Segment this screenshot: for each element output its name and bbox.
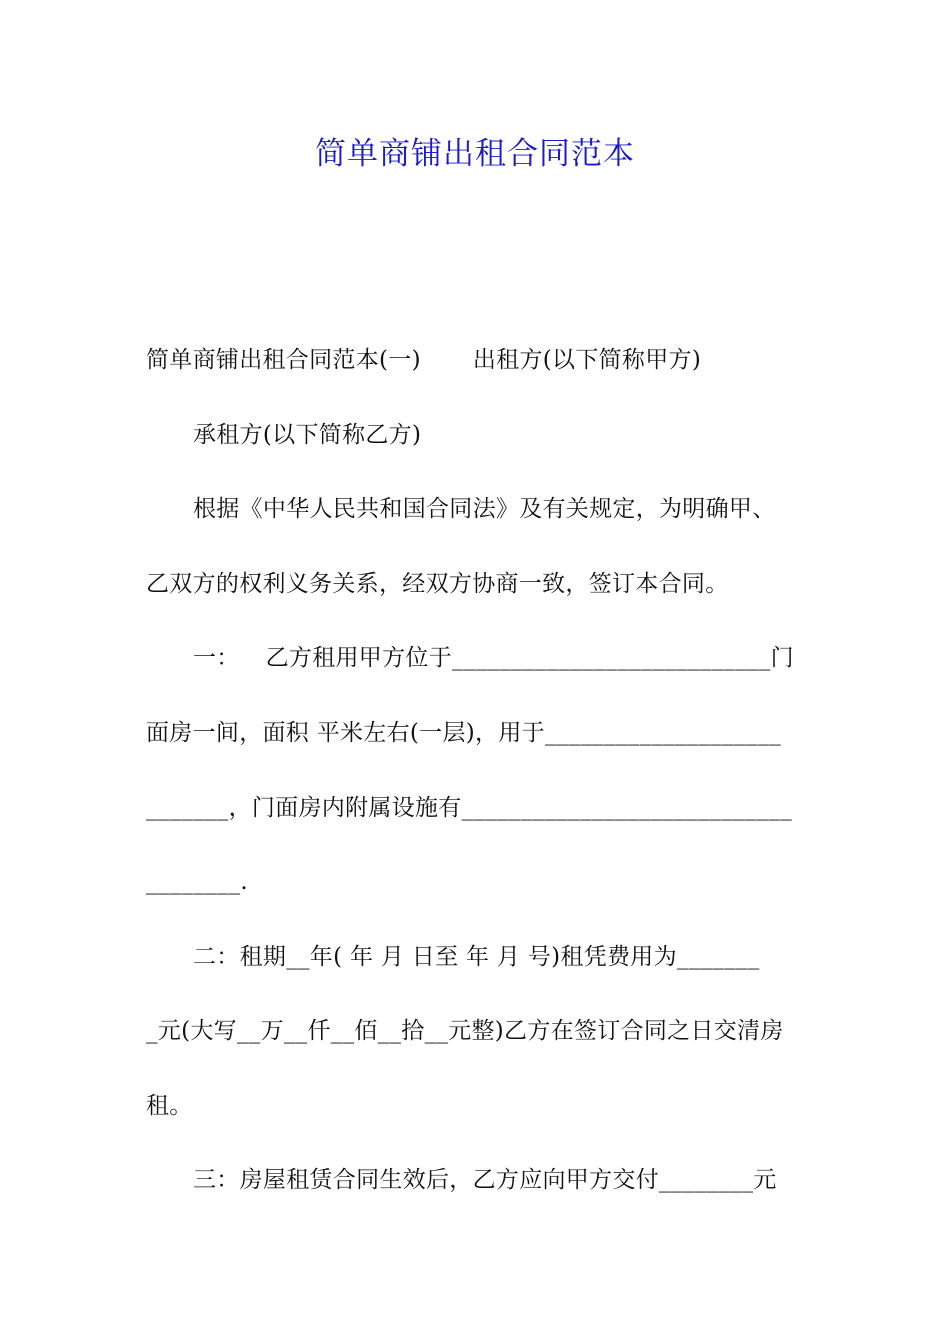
clause-2-line-3: 租。 [146, 1093, 193, 1119]
clause-1-line-2: 面房一间，面积 平米左右(一层)，用于____________________ [146, 720, 781, 746]
contract-subtitle: 简单商铺出租合同范本(一) [146, 347, 421, 373]
paragraph-basis-line-1: 根据《中华人民共和国合同法》及有关规定，为明确甲、 [193, 496, 776, 522]
lessee-label: 承租方(以下简称乙方) [193, 422, 422, 448]
clause-1-line-4: ________. [146, 869, 249, 895]
lessor-label: 出租方(以下简称甲方) [472, 347, 702, 373]
clause-3-line-1: 三：房屋租赁合同生效后，乙方应向甲方交付________元 [193, 1167, 777, 1193]
document-title: 简单商铺出租合同范本 [315, 136, 635, 172]
clause-2-line-2: _元(大写__万__仟__佰__拾__元整)乙方在签订合同之日交清房 [146, 1018, 784, 1044]
clause-1-number: 一： [193, 645, 240, 671]
clause-1-line-1 [193, 643, 794, 673]
paragraph-basis-line-2: 乙双方的权利义务关系，经双方协商一致，签订本合同。 [146, 571, 729, 597]
clause-1-line-3: _______，门面房内附属设施有____________________________ [146, 795, 792, 821]
clause-1-text: 乙方租用甲方位于___________________________门 [265, 645, 794, 671]
clause-2-line-1: 二：租期__年( 年 月 日至 年 月 号)租凭费用为_______ [193, 944, 760, 970]
contract-heading-line [146, 345, 701, 375]
